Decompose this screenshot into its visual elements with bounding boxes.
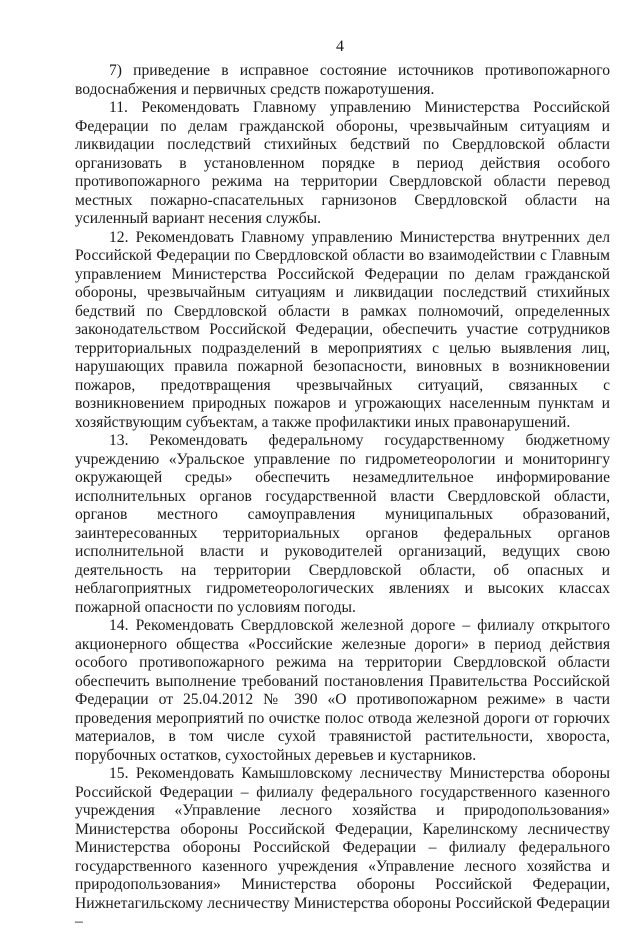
paragraph-15: 15. Рекомендовать Камышловскому лесничеству Министерства обороны Российской Федерации – филиалу федерального государственного казенного учреждения «Управление лесного хозяйства и природопользования» Министерства обороны Российской Федерации, Карелинскому лесничеству Министерства обороны Российской Федерации – филиалу федерального государственного казенного учреждения «Управление лесного хозяйства и природопользования» Министерства обороны Российской Федерации, Нижнетагильскому лесничеству Министерства обороны Российской Федерации – (75, 765, 610, 930)
document-body (75, 62, 610, 932)
paragraph-12: 12. Рекомендовать Главному управлению Министерства внутренних дел Российской Федерации по Свердловской области во взаимодействии с Главным управлением Министерства Российской Федерации по делам гражданской обороны, чрезвычайным ситуациям и ликвидации последствий стихийных бедствий по Свердловской области в рамках полномочий, определенных законодательством Российской Федерации, обеспечить участие сотрудников территориальных подразделений в мероприятиях с целью выявления лиц, нарушающих правила пожарной безопасности, виновных в возникновении пожаров, предотвращения чрезвычайных ситуаций, связанных с возникновением природных пожаров и угрожающих населенным пунктам и хозяйствующим субъектам, а также профилактики иных правонарушений. (75, 228, 610, 431)
page-number: 4 (336, 38, 344, 55)
paragraph-13: 13. Рекомендовать федеральному государственному бюджетному учреждению «Уральское управление по гидрометеорологии и мониторингу окружающей среды» обеспечить незамедлительное информирование исполнительных органов государственной власти Свердловской области, органов местного самоуправления муниципальных образований, заинтересованных территориальных органов федеральных органов исполнительной власти и руководителей организаций, ведущих свою деятельность на территории Свердловской области, об опасных и неблагоприятных гидрометеорологических явлениях и высоких классах пожарной опасности по условиям погоды. (75, 432, 610, 616)
paragraph-14: 14. Рекомендовать Свердловской железной дороге – филиалу открытого акционерного общества «Российские железные дороги» в период действия особого противопожарного режима на территории Свердловской области обеспечить выполнение требований постановления Правительства Российской Федерации от 25.04.2012 № 390 «О противопожарном режиме» в части проведения мероприятий по очистке полос отвода железной дороги от горючих материалов, в том числе сухой травянистой растительности, хвороста, порубочных остатков, сухостойных деревьев и кустарников. (75, 617, 610, 764)
paragraph-item-7: 7) приведение в исправное состояние источников противопожарного водоснабжения и первичных средств пожаротушения. (75, 62, 610, 98)
paragraph-11: 11. Рекомендовать Главному управлению Министерства Российской Федерации по делам гражданской обороны, чрезвычайным ситуациям и ликвидации последствий стихийных бедствий по Свердловской области организовать в установленном порядке в период действия особого противопожарного режима на территории Свердловской области перевод местных пожарно-спасательных гарнизонов Свердловской области на усиленный вариант несения службы. (75, 99, 610, 227)
